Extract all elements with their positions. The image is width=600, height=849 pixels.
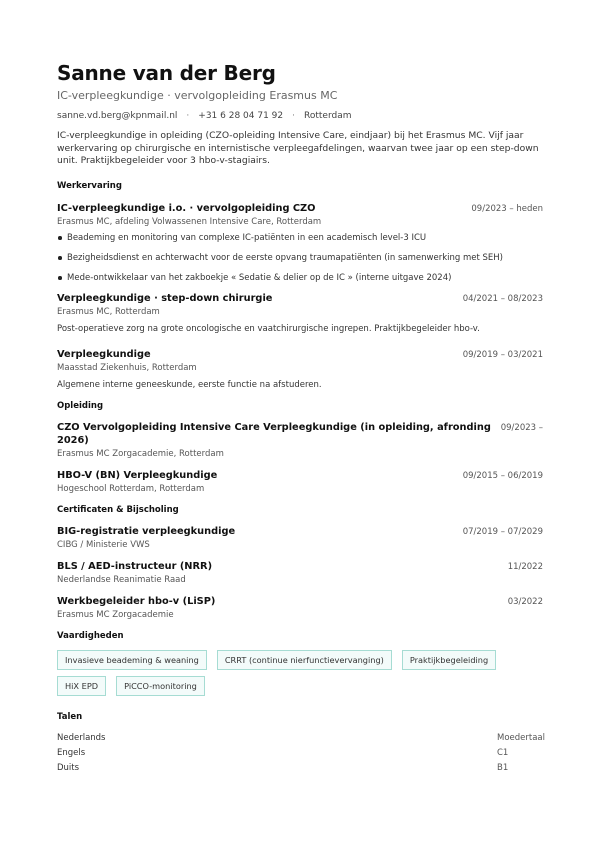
bullet-item: Mede-ontwikkelaar van het zakboekje « Sedatie & delier op de IC » (interne uitgave 2024) xyxy=(57,272,543,284)
language-name: Nederlands xyxy=(57,732,106,743)
entry-organization: CIBG / Ministerie VWS xyxy=(57,539,150,550)
profile-summary: IC-verpleegkundige in opleiding (CZO-opleiding Intensive Care, eindjaar) bij het Erasmus MC. Vijf jaar werkervaring op chirurgische en internistische verpleegafdelingen, waarvan twee jaar op een step-down unit. Praktijkbegeleider voor 3 hbo-v-stagiairs. xyxy=(57,130,539,166)
contact-email[interactable]: sanne.vd.berg@kpnmail.nl xyxy=(57,111,178,121)
entry-organization: Erasmus MC Zorgacademie xyxy=(57,609,174,620)
language-name: Engels xyxy=(57,747,86,758)
entry-title: BLS / AED-instructeur (NRR) xyxy=(57,560,213,572)
certificate-entry xyxy=(57,525,543,551)
candidate-name: Sanne van der Berg xyxy=(57,61,276,85)
candidate-subtitle: IC-verpleegkundige · vervolgopleiding Erasmus MC xyxy=(57,89,338,102)
education-entry xyxy=(57,421,543,460)
language-level: B1 xyxy=(497,762,509,773)
section-title-languages: Talen xyxy=(57,711,83,722)
language-row xyxy=(57,762,543,774)
skill-tag: HiX EPD xyxy=(57,676,106,696)
entry-bullet-list xyxy=(57,232,543,284)
skill-tag: Invasieve beademing & weaning xyxy=(57,650,207,670)
entry-date: 09/2023 – heden xyxy=(471,203,543,214)
entry-organization: Erasmus MC Zorgacademie, Rotterdam xyxy=(57,448,224,459)
entry-organization: Erasmus MC, Rotterdam xyxy=(57,306,160,317)
entry-title: BIG-registratie verpleegkundige xyxy=(57,525,236,537)
section-title-experience: Werkervaring xyxy=(57,180,122,191)
language-level: Moedertaal xyxy=(497,732,545,743)
entry-organization: Nederlandse Reanimatie Raad xyxy=(57,574,186,585)
entry-organization: Erasmus MC, afdeling Volwassenen Intensive Care, Rotterdam xyxy=(57,216,322,227)
experience-entry xyxy=(57,348,543,391)
contact-separator: · xyxy=(186,111,190,121)
contact-phone[interactable]: +31 6 28 04 71 92 xyxy=(198,111,284,121)
entry-date: 07/2019 – 07/2029 xyxy=(462,526,543,537)
experience-entry xyxy=(57,292,543,335)
section-title-education: Opleiding xyxy=(57,400,104,411)
skill-tag: PiCCO-monitoring xyxy=(116,676,205,696)
experience-entry xyxy=(57,202,543,284)
entry-description: Post-operatieve zorg na grote oncologische en vaatchirurgische ingrepen. Praktijkbegeleider hbo-v. xyxy=(57,323,480,334)
entry-title: Verpleegkundige xyxy=(57,348,151,360)
entry-organization: Hogeschool Rotterdam, Rotterdam xyxy=(57,483,205,494)
section-title-certificates: Certificaten & Bijscholing xyxy=(57,504,179,515)
language-row xyxy=(57,732,543,744)
bullet-item: Bezigheidsdienst en achterwacht voor de eerste opvang traumapatiënten (in samenwerking met SEH) xyxy=(57,252,543,264)
language-row xyxy=(57,747,543,759)
certificate-entry xyxy=(57,595,543,621)
certificate-entry xyxy=(57,560,543,586)
skill-tag: Praktijkbegeleiding xyxy=(402,650,496,670)
entry-title: IC-verpleegkundige i.o. · vervolgopleiding CZO xyxy=(57,202,316,214)
section-title-skills: Vaardigheden xyxy=(57,630,124,641)
skill-tag-list xyxy=(57,650,537,696)
language-name: Duits xyxy=(57,762,80,773)
entry-title: Verpleegkundige · step-down chirurgie xyxy=(57,292,273,304)
entry-date: 09/2019 – 03/2021 xyxy=(462,349,543,360)
language-level: C1 xyxy=(497,747,509,758)
entry-date: 09/2015 – 06/2019 xyxy=(462,470,543,481)
entry-description: Algemene interne geneeskunde, eerste functie na afstuderen. xyxy=(57,379,322,390)
entry-date: 11/2022 xyxy=(507,561,543,572)
education-entry xyxy=(57,469,543,495)
contact-location: Rotterdam xyxy=(304,111,352,121)
entry-date: 09/2023 – xyxy=(500,422,543,433)
entry-date: 04/2021 – 08/2023 xyxy=(462,293,543,304)
contact-line xyxy=(57,110,543,122)
entry-organization: Maasstad Ziekenhuis, Rotterdam xyxy=(57,362,197,373)
entry-date: 03/2022 xyxy=(507,596,543,607)
contact-separator: · xyxy=(292,111,295,121)
entry-title: CZO Vervolgopleiding Intensive Care Verpleegkundige (in opleiding, afronding 2026) xyxy=(57,421,491,446)
entry-title: HBO-V (BN) Verpleegkundige xyxy=(57,469,218,481)
bullet-item: Beademing en monitoring van complexe IC-patiënten in een academisch level-3 ICU xyxy=(57,232,543,244)
entry-title: Werkbegeleider hbo-v (LiSP) xyxy=(57,595,216,607)
language-list xyxy=(57,732,543,774)
skill-tag: CRRT (continue nierfunctievervanging) xyxy=(217,650,392,670)
